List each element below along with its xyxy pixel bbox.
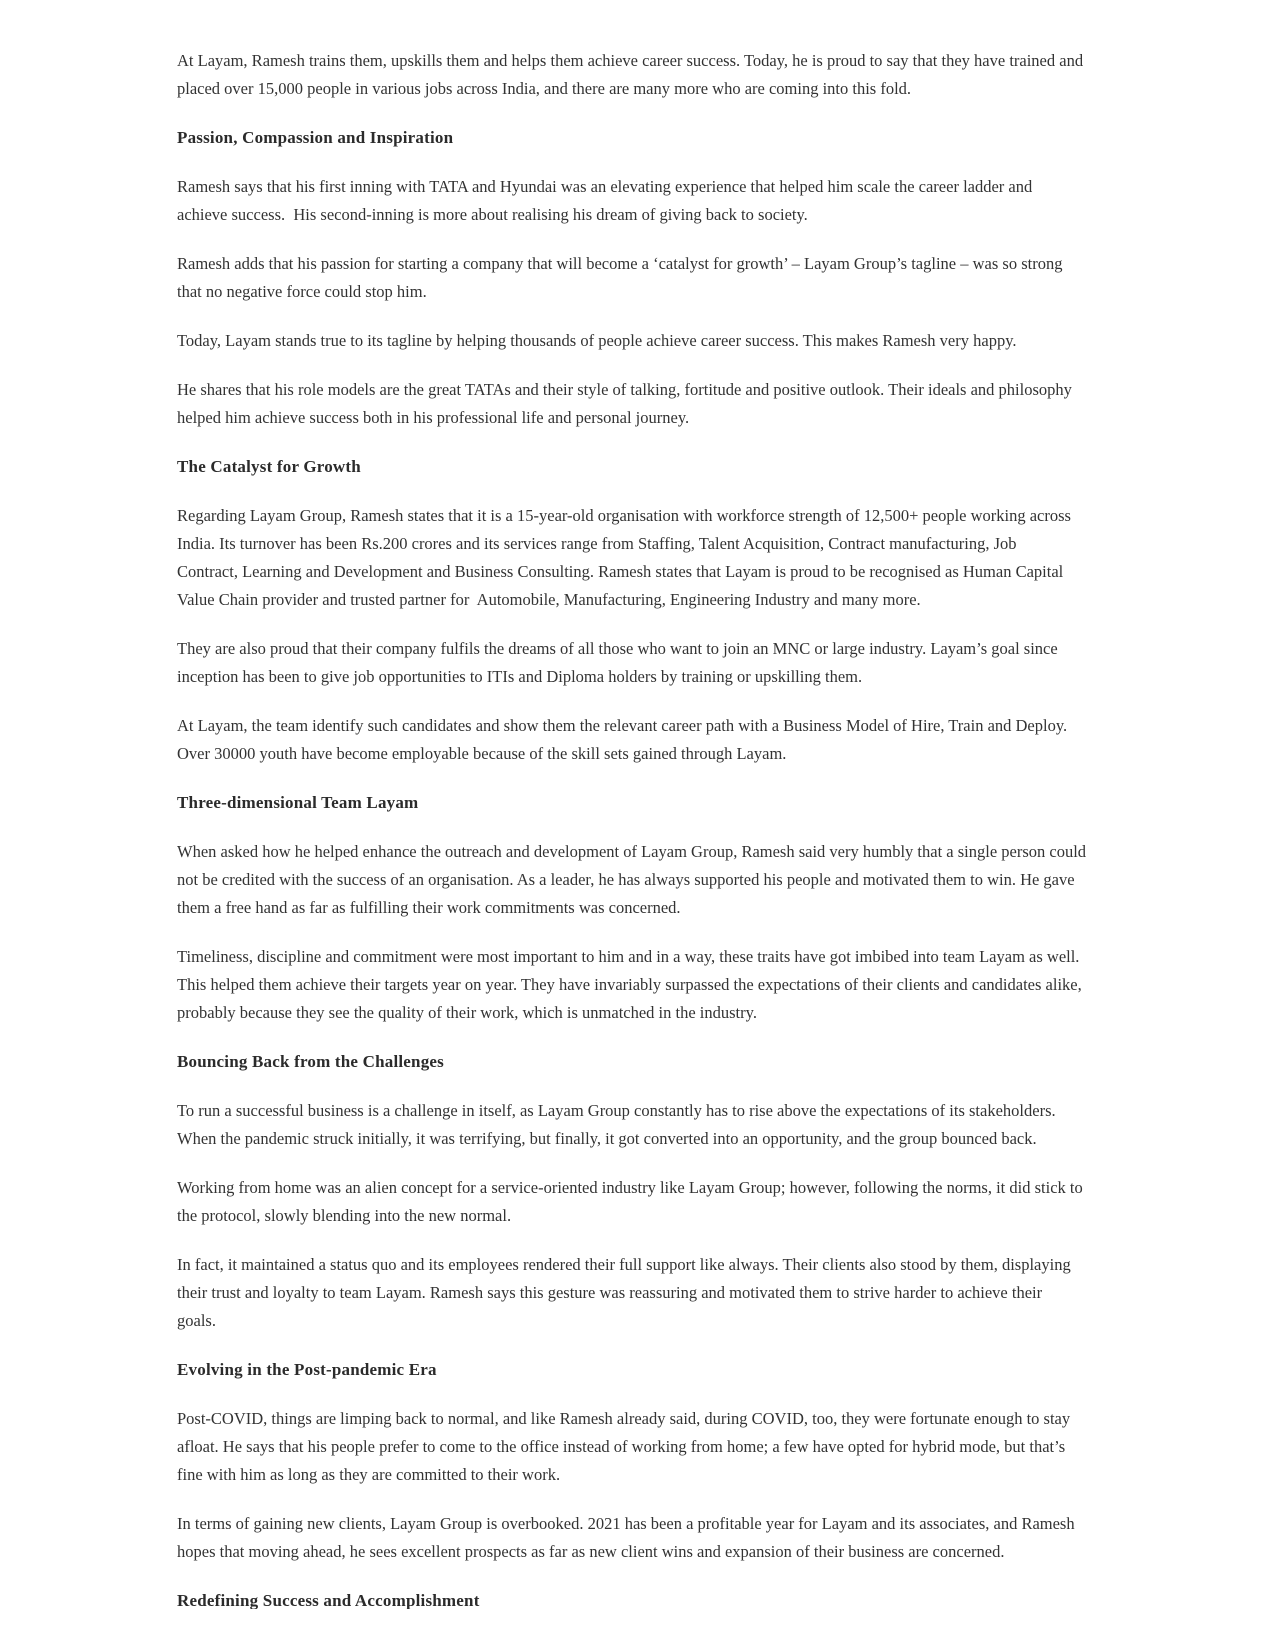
- text-line: At Layam, Ramesh trains them, upskills them and helps them achieve career success. Today, he is proud to say that they have trained and: [177, 51, 1084, 70]
- paragraph: [177, 635, 1092, 691]
- text-line: Regarding Layam Group, Ramesh states that it is a 15-year-old organisation with workforce strength of 12,500+ people working across: [177, 506, 1071, 525]
- text-line: To run a successful business is a challenge in itself, as Layam Group constantly has to rise above the expectations of its stakeholders.: [177, 1101, 1056, 1120]
- text-line: hopes that moving ahead, he sees excellent prospects as far as new client wins and expansion of their business are concerned.: [177, 1542, 1005, 1561]
- paragraph: [177, 712, 1092, 768]
- text-line: At Layam, the team identify such candidates and show them the relevant career path with a Business Model of Hire, Train and Deploy.: [177, 716, 1068, 735]
- paragraph: [177, 502, 1092, 614]
- text-line: This helped them achieve their targets year on year. They have invariably surpassed the expectations of their clients and candidates alike,: [177, 975, 1082, 994]
- text-line: inception has been to give job opportunities to ITIs and Diploma holders by training or upskilling them.: [177, 667, 863, 686]
- text-line: Working from home was an alien concept for a service-oriented industry like Layam Group; however, following the norms, it did stick to: [177, 1178, 1083, 1197]
- paragraph: [177, 838, 1092, 922]
- text-line: India. Its turnover has been Rs.200 crores and its services range from Staffing, Talent Acquisition, Contract manufacturing, Job: [177, 534, 1017, 553]
- section-heading: [177, 789, 1092, 817]
- text-line: Redefining Success and Accomplishment: [177, 1591, 480, 1609]
- text-line: Evolving in the Post-pandemic Era: [177, 1360, 437, 1379]
- text-line: helped him achieve success both in his professional life and personal journey.: [177, 408, 690, 427]
- text-line: Today, Layam stands true to its tagline by helping thousands of people achieve career success. This makes Ramesh very happy.: [177, 331, 1017, 350]
- text-line: Ramesh adds that his passion for starting a company that will become a ‘catalyst for growth’ – Layam Group’s tagline – was so strong: [177, 254, 1063, 273]
- text-line: not be credited with the success of an organisation. As a leader, he has always supported his people and motivated them to win. He gave: [177, 870, 1075, 889]
- text-line: afloat. He says that his people prefer to come to the office instead of working from home; a few have opted for hybrid mode, but that’s: [177, 1437, 1066, 1456]
- text-line: probably because they see the quality of their work, which is unmatched in the industry.: [177, 1003, 757, 1022]
- paragraph: [177, 1097, 1092, 1153]
- section-heading: [177, 1587, 1092, 1609]
- text-line: them a free hand as far as fulfilling their work commitments was concerned.: [177, 898, 681, 917]
- text-line: Value Chain provider and trusted partner for Automobile, Manufacturing, Engineering Industry and many more.: [177, 590, 921, 609]
- text-line: When asked how he helped enhance the outreach and development of Layam Group, Ramesh said very humbly that a single person could: [177, 842, 1087, 861]
- text-line: They are also proud that their company fulfils the dreams of all those who want to join an MNC or large industry. Layam’s goal since: [177, 639, 1058, 658]
- text-line: that no negative force could stop him.: [177, 282, 427, 301]
- text-line: their trust and loyalty to team Layam. Ramesh says this gesture was reassuring and motivated them to strive harder to achieve their: [177, 1283, 1043, 1302]
- text-line: the protocol, slowly blending into the new normal.: [177, 1206, 512, 1225]
- text-line: achieve success. His second-inning is more about realising his dream of giving back to society.: [177, 205, 808, 224]
- text-line: He shares that his role models are the great TATAs and their style of talking, fortitude and positive outlook. Their ideals and philosophy: [177, 380, 1072, 399]
- paragraph: [177, 1405, 1092, 1489]
- text-line: Ramesh says that his first inning with TATA and Hyundai was an elevating experience that helped him scale the career ladder and: [177, 177, 1033, 196]
- paragraph: [177, 943, 1092, 1027]
- paragraph: [177, 250, 1092, 306]
- paragraph: [177, 327, 1092, 355]
- section-heading: [177, 1356, 1092, 1384]
- article-body: [177, 47, 1092, 1609]
- section-heading: [177, 453, 1092, 481]
- text-line: Timeliness, discipline and commitment were most important to him and in a way, these traits have got imbibed into team Layam as well.: [177, 947, 1080, 966]
- text-line: When the pandemic struck initially, it was terrifying, but finally, it got converted into an opportunity, and the group bounced back.: [177, 1129, 1037, 1148]
- text-line: Three-dimensional Team Layam: [177, 793, 419, 812]
- paragraph: [177, 47, 1092, 103]
- text-line: In terms of gaining new clients, Layam Group is overbooked. 2021 has been a profitable year for Layam and its associates, and Ramesh: [177, 1514, 1075, 1533]
- text-line: In fact, it maintained a status quo and its employees rendered their full support like always. Their clients also stood by them, displaying: [177, 1255, 1071, 1274]
- text-line: The Catalyst for Growth: [177, 457, 361, 476]
- text-line: Bouncing Back from the Challenges: [177, 1052, 444, 1071]
- text-line: placed over 15,000 people in various jobs across India, and there are many more who are coming into this fold.: [177, 79, 912, 98]
- text-line: Contract, Learning and Development and Business Consulting. Ramesh states that Layam is proud to be recognised as Human Capital: [177, 562, 1064, 581]
- text-line: goals.: [177, 1311, 216, 1330]
- section-heading: [177, 1048, 1092, 1076]
- text-line: Post-COVID, things are limping back to normal, and like Ramesh already said, during COVID, too, they were fortunate enough to stay: [177, 1409, 1071, 1428]
- paragraph: [177, 1174, 1092, 1230]
- paragraph: [177, 376, 1092, 432]
- section-heading: [177, 124, 1092, 152]
- text-line: Over 30000 youth have become employable because of the skill sets gained through Layam.: [177, 744, 787, 763]
- paragraph: [177, 1251, 1092, 1335]
- paragraph: [177, 173, 1092, 229]
- text-line: fine with him as long as they are committed to their work.: [177, 1465, 561, 1484]
- text-line: Passion, Compassion and Inspiration: [177, 128, 454, 147]
- paragraph: [177, 1510, 1092, 1566]
